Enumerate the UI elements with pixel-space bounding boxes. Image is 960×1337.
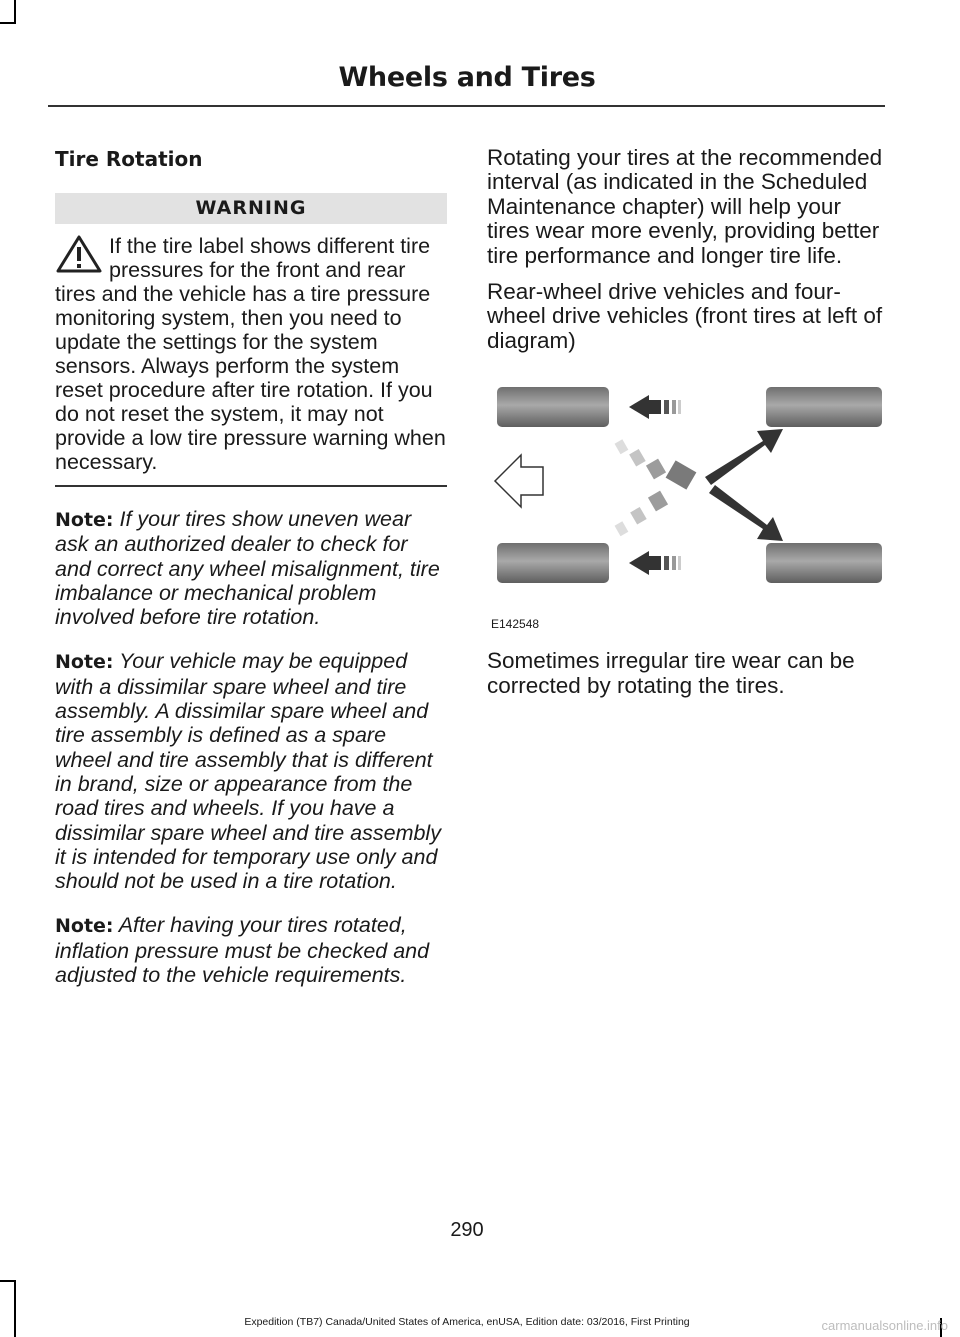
- left-column: [55, 145, 447, 987]
- note-paragraph: [55, 913, 447, 987]
- figure-code: E142548: [491, 617, 540, 632]
- crop-mark: [14, 1280, 16, 1337]
- warning-header: WARNING: [55, 193, 447, 224]
- body-paragraph: Sometimes irregular tire wear can be corrected by rotating the tires.: [487, 648, 855, 698]
- body-paragraph: Rotating your tires at the recommended interval (as indicated in the Scheduled Maintenance chapter) will help your tires wear more evenly, providing better tire performance and longer tire life.: [487, 145, 883, 268]
- arrow-cross-up: [615, 429, 783, 490]
- crop-mark: [0, 22, 16, 24]
- note-text: After having your tires rotated, inflation pressure must be checked and adjusted to the vehicle requirements.: [55, 913, 430, 988]
- front-left-tire: [497, 387, 609, 427]
- page-header-title: Wheels and Tires: [338, 62, 596, 93]
- note-label: Note:: [55, 651, 114, 674]
- note-label: Note:: [55, 915, 114, 938]
- note-text: If your tires show uneven wear ask an authorized dealer to check for and correct any wheel misalignment, tire imbalance or mechanical problem involved before tire rotation.: [55, 507, 440, 630]
- note-text: Your vehicle may be equipped with a dissimilar spare wheel and tire assembly. A dissimilar spare wheel and tire assembly is defined as a spare wheel and tire assembly that is different in brand, size or appearance from the road tires and wheels. If you have a dissimilar spare wheel and tire assembly it is intended for temporary use only and should not be used in a tire rotation.: [55, 649, 441, 894]
- diagram-svg: [487, 381, 885, 621]
- body-paragraph: Rear-wheel drive vehicles and four-wheel drive vehicles (front tires at left of diagram): [487, 279, 883, 353]
- right-column: [487, 146, 885, 710]
- page-number: 290: [450, 1219, 484, 1241]
- arrow-cross-down: [615, 485, 783, 541]
- rear-left-tire: [766, 387, 882, 427]
- tire-rotation-diagram: [487, 381, 885, 631]
- section-title: Tire Rotation: [55, 147, 203, 171]
- warning-text: If the tire label shows different tire pressures for the front and rear tires and the vehicle has a tire pressure monitoring system, then you need to update the settings for the system sensors. Always perform the system reset procedure after tire rotation. If you do not reset the system, it may not provide a low tire pressure warning when necessary.: [55, 234, 446, 474]
- page-footer: Expedition (TB7) Canada/United States of America, enUSA, Edition date: 03/2016, First Printing: [244, 1316, 690, 1328]
- crop-mark: [0, 1280, 16, 1282]
- rear-right-tire: [766, 543, 882, 583]
- direction-arrow-icon: [495, 455, 543, 507]
- arrow-rear-to-front-top: [629, 395, 681, 419]
- header-divider: [48, 105, 885, 107]
- front-right-tire: [497, 543, 609, 583]
- crop-mark: [14, 0, 16, 24]
- warning-box: [55, 234, 447, 487]
- arrow-rear-to-front-bottom: [629, 551, 681, 575]
- note-paragraph: [55, 649, 447, 893]
- watermark: carmanualsonline.info: [821, 1318, 948, 1333]
- note-paragraph: [55, 507, 447, 629]
- note-label: Note:: [55, 509, 114, 531]
- warning-triangle-icon: [55, 234, 103, 274]
